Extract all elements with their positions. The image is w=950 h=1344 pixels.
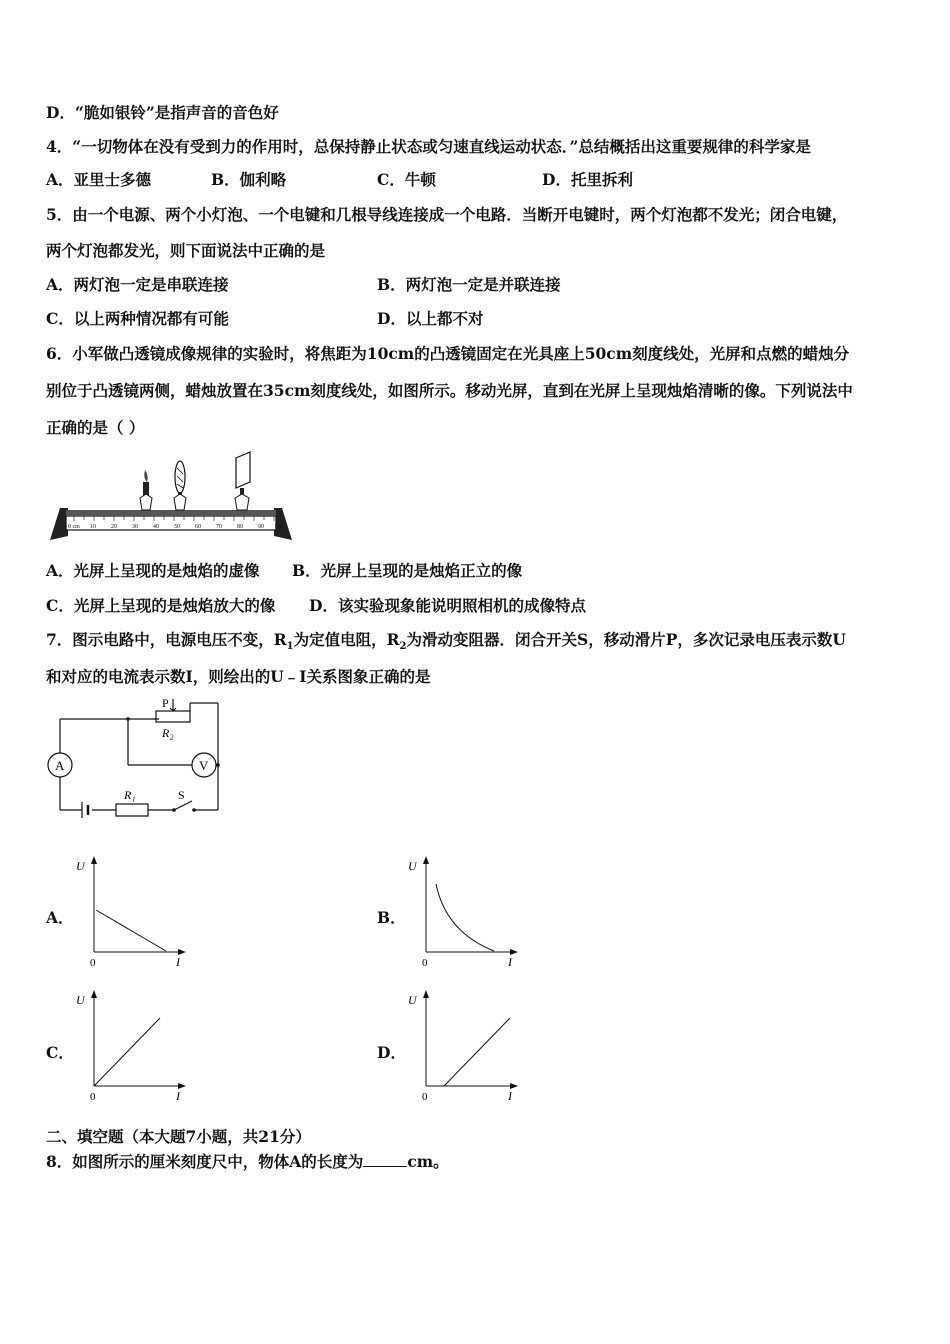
optical-bench-figure: [46, 450, 296, 542]
q6-stem-line3: 正确的是（ ）: [46, 418, 145, 437]
ruler-label-20: 20: [111, 524, 117, 530]
q6-option-a: A．光屏上呈现的是烛焰的虚像: [46, 561, 260, 580]
q5-option-a: A．两灯泡一定是串联连接: [46, 275, 229, 294]
q4-option-a: A．亚里士多德: [46, 170, 152, 189]
ruler-label-80: 80: [237, 524, 243, 530]
graph-d-i: I: [508, 1089, 512, 1103]
ruler-label-40: 40: [153, 524, 159, 530]
q5-stem-line2: 两个灯泡都发光，则下面说法中正确的是: [46, 241, 326, 260]
ruler-label-30: 30: [132, 524, 138, 530]
light-screen-icon: [235, 452, 250, 510]
graph-b: [402, 852, 522, 970]
q7-option-c: C．: [46, 1043, 74, 1062]
graph-d-origin: 0: [422, 1091, 428, 1103]
q7-option-b: B．: [377, 908, 406, 927]
slider-p-label: P: [162, 696, 169, 710]
graph-a-u: U: [76, 859, 85, 873]
graph-a: [70, 852, 190, 970]
graph-b-i: I: [508, 955, 512, 969]
q3-option-d: D．“脆如银铃”是指声音的音色好: [46, 103, 279, 122]
r1-label: R₁: [124, 788, 136, 802]
graph-a-origin: 0: [90, 957, 96, 969]
graph-c-origin: 0: [90, 1091, 96, 1103]
graph-d-line: [444, 1018, 510, 1086]
switch-s-label: S: [178, 788, 185, 802]
graph-c: [70, 986, 190, 1104]
graph-b-curve: [436, 884, 494, 951]
q4-option-b: B．伽利略: [211, 170, 287, 189]
candle-icon: [140, 470, 152, 510]
section-2-title: 二、填空题（本大题7小题，共21分）: [46, 1127, 311, 1146]
q4-option-d: D．托里拆利: [542, 170, 633, 189]
q4-stem: 4．“一切物体在没有受到力的作用时，总保持静止状态或匀速直线运动状态．”总结概括出这重要规律的科学家是: [46, 137, 811, 156]
graph-b-u: U: [408, 859, 417, 873]
graph-c-i: I: [176, 1089, 180, 1103]
r2-label: R₂: [162, 726, 174, 740]
graph-c-u: U: [76, 993, 85, 1007]
q6-option-d: D．该实验现象能说明照相机的成像特点: [309, 596, 586, 615]
ruler-label-50: 50: [174, 524, 180, 530]
ruler-label-60: 60: [195, 524, 201, 530]
q5-option-c: C．以上两种情况都有可能: [46, 309, 229, 328]
ammeter-label: A: [55, 758, 65, 773]
ruler-label-100: 100: [274, 524, 283, 530]
q7-option-d: D．: [377, 1043, 406, 1062]
q5-stem-line1: 5．由一个电源、两个小灯泡、一个电键和几根导线连接成一个电路．当断开电键时，两个灯泡都不发光；闭合电键，: [46, 205, 848, 224]
voltmeter-label: V: [199, 758, 209, 773]
graph-a-i: I: [176, 955, 180, 969]
q7-stem-line2: 和对应的电流表示数I，则绘出的U﹣I关系图象正确的是: [46, 667, 431, 686]
graph-b-origin: 0: [422, 957, 428, 969]
ruler-label-10: 10: [90, 524, 96, 530]
graph-a-line: [96, 910, 166, 951]
q5-option-d: D．以上都不对: [377, 309, 484, 328]
q8-stem: 8．如图所示的厘米刻度尺中，物体A的长度为 cm。: [46, 1152, 449, 1171]
graph-d-u: U: [408, 993, 417, 1007]
q5-option-b: B．两灯泡一定是并联连接: [377, 275, 561, 294]
q6-stem-line1: 6．小军做凸透镜成像规律的实验时，将焦距为10cm的凸透镜固定在光具座上50cm刻度线处，光屏和点燃的蜡烛分: [46, 344, 850, 363]
graph-d: [402, 986, 522, 1104]
ruler-label-70: 70: [216, 524, 222, 530]
q4-option-c: C．牛顿: [377, 170, 436, 189]
circuit-diagram: [44, 695, 224, 825]
graph-c-line: [94, 1018, 160, 1086]
ruler-label-0: 0 cm: [68, 524, 80, 530]
q8-answer-blank[interactable]: [363, 1152, 407, 1167]
q7-stem-line1: 7．图示电路中，电源电压不变，$R_1$为定值电阻，$R_2$为滑动变阻器．闭合开关S，移动滑片P，多次记录电压表示数U: [46, 630, 846, 653]
q6-option-b: B．光屏上呈现的是烛焰正立的像: [292, 561, 523, 580]
q6-option-c: C．光屏上呈现的是烛焰放大的像: [46, 596, 276, 615]
q7-option-a: A．: [46, 908, 74, 927]
convex-lens-icon: [174, 461, 186, 510]
ruler-label-90: 90: [258, 524, 264, 530]
q6-stem-line2: 别位于凸透镜两侧，蜡烛放置在35cm刻度线处，如图所示。移动光屏，直到在光屏上呈现烛焰清晰的像。下列说法中: [46, 381, 853, 400]
